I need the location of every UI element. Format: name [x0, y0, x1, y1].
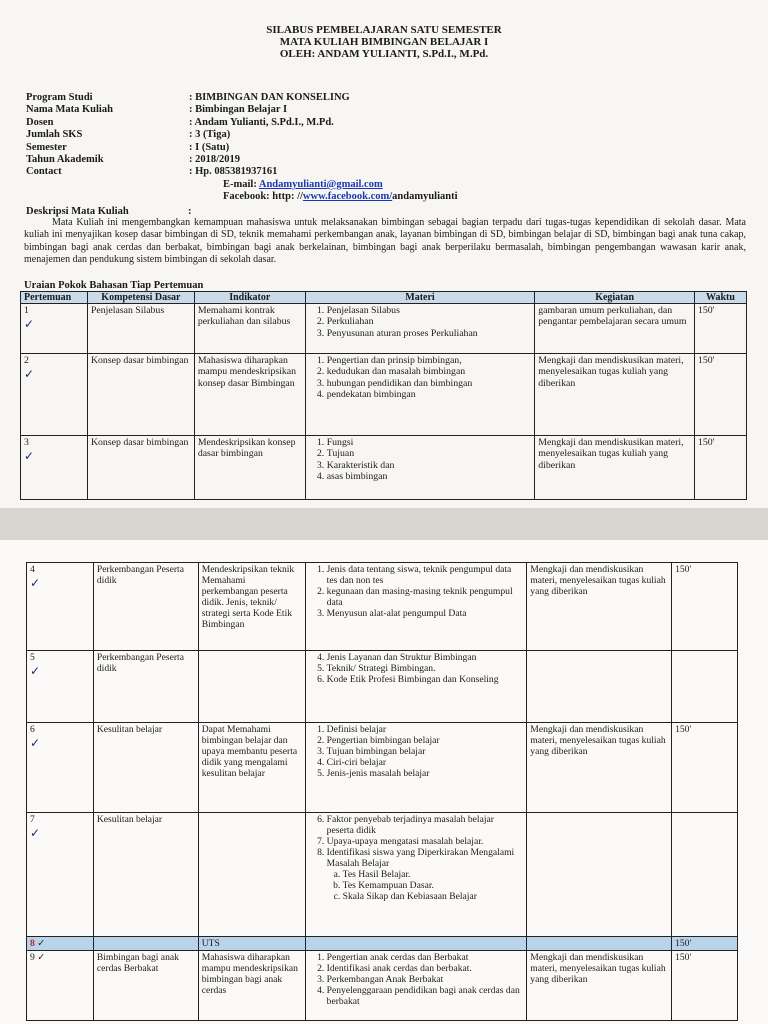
material-item: 6. Kode Etik Profesi Bimbingan dan Konseling [327, 674, 524, 685]
indicator-cell: Mendeskripsikan konsep dasar bimbingan [194, 436, 305, 500]
check-icon: ✓ [30, 826, 41, 840]
description-colon: : [188, 206, 192, 217]
material-item: 2. Tujuan [327, 448, 532, 459]
material-item: 4. asas bimbingan [327, 471, 532, 482]
material-item: 3. Perkembangan Anak Berbakat [327, 974, 524, 985]
check-icon: ✓ [37, 952, 46, 963]
col-kompetensi: Kompetensi Dasar [87, 292, 194, 304]
material-item: 3. Karakteristik dan [327, 460, 532, 471]
meeting-number: 9 [30, 952, 35, 963]
meeting-cell [27, 651, 94, 723]
duration-cell [672, 813, 738, 937]
material-item: 1. Fungsi [327, 437, 532, 448]
meeting-cell [21, 354, 88, 436]
duration-cell: 150' [695, 354, 747, 436]
duration-cell: 150' [672, 951, 738, 1021]
check-icon: ✓ [24, 367, 35, 382]
material-item: 3. Penyusunan aturan proses Perkuliahan [327, 328, 532, 339]
facebook-link[interactable]: www.facebook.com/ [302, 191, 393, 203]
material-item: 3. hubungan pendidikan dan bimbingan [327, 378, 532, 389]
material-item: 1. Penjelasan Silabus [327, 305, 532, 316]
meeting-cell [27, 951, 94, 1021]
check-icon: ✓ [30, 736, 41, 750]
indicator-cell: UTS [198, 937, 305, 951]
material-item: 4. pendekatan bimbingan [327, 389, 532, 400]
meta-value: : I (Satu) [189, 141, 230, 153]
activity-cell: Mengkaji dan mendiskusikan materi, menyelesaikan tugas kuliah yang diberikan [535, 436, 695, 500]
doc-title-line3: OLEH: ANDAM YULIANTI, S.Pd.I., M.Pd. [279, 48, 489, 60]
material-item: 5. Jenis-jenis masalah belajar [327, 768, 524, 779]
material-item: 4. Ciri-ciri belajar [327, 757, 524, 768]
meta-label: Tahun Akademik [26, 154, 104, 166]
page-separator [0, 508, 768, 540]
meta-label: Nama Mata Kuliah [26, 104, 113, 116]
material-item: 4. Penyelenggaraan pendidikan bagi anak cerdas dan berbakat [327, 985, 524, 1007]
meta-value: : BIMBINGAN DAN KONSELING [189, 92, 350, 103]
meeting-number: 8 [30, 938, 35, 949]
check-icon: ✓ [30, 664, 41, 678]
meeting-cell [27, 723, 94, 813]
material-item: 4. Jenis Layanan dan Struktur Bimbingan [327, 652, 524, 663]
activity-cell: gambaran umum perkuliahan, dan pengantar pembelajaran secara umum [535, 304, 695, 354]
meeting-number: 5 [30, 652, 35, 663]
material-cell [305, 951, 527, 1021]
competency-cell [93, 937, 198, 951]
table-header-row [21, 292, 747, 304]
col-indikator: Indikator [194, 292, 305, 304]
table-row [27, 813, 738, 937]
sub-item: c. Skala Sikap dan Kebiasaan Belajar [343, 891, 524, 902]
meta-value: : Andam Yulianti, S.Pd.I., M.Pd. [189, 116, 334, 128]
duration-cell: 150' [672, 937, 738, 951]
material-cell [305, 813, 527, 937]
competency-cell: Konsep dasar bimbingan [87, 436, 194, 500]
material-item: 6. Faktor penyebab terjadinya masalah belajar peserta didik [327, 814, 524, 836]
table-row [21, 304, 747, 354]
table-title: Uraian Pokok Bahasan Tiap Pertemuan [24, 280, 204, 291]
activity-cell: Mengkaji dan mendiskusikan materi, menyelesaikan tugas kuliah yang diberikan [527, 951, 672, 1021]
col-materi: Materi [305, 292, 535, 304]
facebook-line [26, 191, 458, 203]
meta-label: Dosen [26, 116, 54, 128]
meeting-number: 7 [30, 814, 35, 825]
meta-value: : 2018/2019 [189, 154, 241, 166]
duration-cell: 150' [695, 436, 747, 500]
meta-label: Jumlah SKS [26, 129, 83, 141]
col-waktu: Waktu [695, 292, 747, 304]
check-icon: ✓ [30, 576, 41, 590]
material-item: 2. Identifikasi anak cerdas dan berbakat. [327, 963, 524, 974]
material-cell [305, 354, 535, 436]
syllabus-page-1 [0, 0, 768, 508]
indicator-cell: Dapat Memahami bimbingan belajar dan upaya membantu peserta didik yang mengalami kesulitan belajar [198, 723, 305, 813]
syllabus-table-part1 [20, 291, 747, 500]
meta-label: Program Studi [26, 92, 93, 103]
activity-cell: Mengkaji dan mendiskusikan materi, menyelesaikan tugas kuliah yang diberikan [527, 563, 672, 651]
material-item: 1. Pengertian anak cerdas dan Berbakat [327, 952, 524, 963]
col-pertemuan: Pertemuan [21, 292, 88, 304]
duration-cell: 150' [672, 563, 738, 651]
activity-cell [527, 651, 672, 723]
meta-label: Contact [26, 166, 62, 178]
meta-value: : Hp. 085381937161 [189, 166, 278, 178]
material-item: 1. Definisi belajar [327, 724, 524, 735]
activity-cell: Mengkaji dan mendiskusikan materi, menyelesaikan tugas kuliah yang diberikan [535, 354, 695, 436]
competency-cell: Perkembangan Peserta didik [93, 563, 198, 651]
material-item: 7. Upaya-upaya mengatasi masalah belajar. [327, 836, 524, 847]
meeting-cell [21, 304, 88, 354]
material-cell [305, 436, 535, 500]
meeting-cell [27, 563, 94, 651]
check-icon: ✓ [24, 317, 35, 332]
meeting-number: 4 [30, 564, 35, 575]
activity-cell: Mengkaji dan mendiskusikan materi, menyelesaikan tugas kuliah yang diberikan [527, 723, 672, 813]
material-item: 2. Perkuliahan [327, 316, 532, 327]
competency-cell: Konsep dasar bimbingan [87, 354, 194, 436]
indicator-cell: Mendeskripsikan teknik Memahami perkembangan peserta didik. Jenis, teknik/ strategi serta Kode Etik Bimbingan [198, 563, 305, 651]
meeting-cell [27, 937, 94, 951]
table-row [27, 563, 738, 651]
meta-value: : Bimbingan Belajar I [189, 104, 288, 116]
competency-cell: Kesulitan belajar [93, 813, 198, 937]
sub-item: a. Tes Hasil Belajar. [343, 869, 524, 880]
material-item: 1. Jenis data tentang siswa, teknik pengumpul data tes dan non tes [327, 564, 524, 586]
material-item-text: Identifikasi siswa yang Diperkirakan Mengalami Masalah Belajar [326, 847, 515, 869]
course-info [26, 92, 458, 204]
email-link[interactable]: Andamyulianti@gmail.com [258, 178, 383, 190]
check-icon: ✓ [37, 938, 46, 949]
col-kegiatan: Kegiatan [535, 292, 695, 304]
duration-cell: 150' [695, 304, 747, 354]
material-item: 3. Tujuan bimbingan belajar [327, 746, 524, 757]
doc-title-line1: SILABUS PEMBELAJARAN SATU SEMESTER [266, 24, 502, 36]
facebook-label: Facebook: http: // [223, 191, 303, 203]
meeting-number: 1 [24, 305, 29, 317]
email-line [26, 179, 458, 191]
syllabus-page-2 [0, 540, 768, 1024]
indicator-cell: Mahasiswa diharapkan mampu mendeskripsikan konsep dasar Bimbingan [194, 354, 305, 436]
activity-cell [527, 813, 672, 937]
email-label: E-mail: [223, 178, 259, 190]
doc-title-line2: MATA KULIAH BIMBINGAN BELAJAR I [279, 36, 489, 48]
syllabus-table-part2 [26, 562, 738, 1021]
check-icon: ✓ [24, 449, 35, 464]
material-cell [305, 937, 527, 951]
material-item [327, 847, 524, 902]
competency-cell: Perkembangan Peserta didik [93, 651, 198, 723]
duration-cell [672, 651, 738, 723]
material-cell [305, 723, 527, 813]
table-row [21, 436, 747, 500]
material-item: 1. Pengertian dan prinsip bimbingan, [327, 355, 532, 366]
meta-label: Semester [26, 141, 67, 153]
competency-cell: Penjelasan Silabus [87, 304, 194, 354]
material-item: 5. Teknik/ Strategi Bimbingan. [327, 663, 524, 674]
indicator-cell: Mahasiswa diharapkan mampu mendeskripsikan bimbingan bagi anak cerdas [198, 951, 305, 1021]
table-row [21, 354, 747, 436]
facebook-user: andamyulianti [392, 191, 458, 203]
material-cell [305, 651, 527, 723]
meeting-cell [27, 813, 94, 937]
meeting-number: 3 [24, 437, 29, 449]
indicator-cell: Memahami kontrak perkuliahan dan silabus [194, 304, 305, 354]
duration-cell: 150' [672, 723, 738, 813]
description-title: Deskripsi Mata Kuliah [26, 206, 129, 217]
indicator-cell [198, 813, 305, 937]
competency-cell: Kesulitan belajar [93, 723, 198, 813]
sub-item: b. Tes Kemampuan Dasar. [343, 880, 524, 891]
competency-cell: Bimbingan bagi anak cerdas Berbakat [93, 951, 198, 1021]
meeting-number: 6 [30, 724, 35, 735]
material-item: 3. Menyusun alat-alat pengumpul Data [327, 608, 524, 619]
activity-cell [527, 937, 672, 951]
description-text: Mata Kuliah ini mengembangkan kemampuan mahasiswa untuk melaksanakan bimbingan sebagai bagian terpadu dari tugas-tugas kependidikan di sekolah dasar. Mata kuliah ini menyajikan kosep dasar bimbingan di SD, teknik memahami perkembangan anak, layanan bimbingan di SD, bimbingan belajar di SD, bimbingan bagi anak tuna cakap, bimbingan bagi anak cerdas dan berbakat, bimbingan bagi anak berkelainan, bimbingan bagi anak berperilaku bermasalah, bimbingan pengembangan wawasan karir anak, menajemen dan pendukung sistem bimbingan di sekolah dasar. [24, 217, 746, 265]
meta-value: : 3 (Tiga) [189, 129, 231, 141]
material-cell [305, 304, 535, 354]
material-cell [305, 563, 527, 651]
table-row [27, 651, 738, 723]
table-row [27, 723, 738, 813]
table-row [27, 951, 738, 1021]
material-item: 2. kegunaan dan masing-masing teknik pengumpul data [327, 586, 524, 608]
meeting-cell [21, 436, 88, 500]
table-row-uts [27, 937, 738, 951]
meeting-number: 2 [24, 355, 29, 367]
material-item: 2. Pengertian bimbingan belajar [327, 735, 524, 746]
indicator-cell [198, 651, 305, 723]
material-item: 2. kedudukan dan masalah bimbingan [327, 366, 532, 377]
